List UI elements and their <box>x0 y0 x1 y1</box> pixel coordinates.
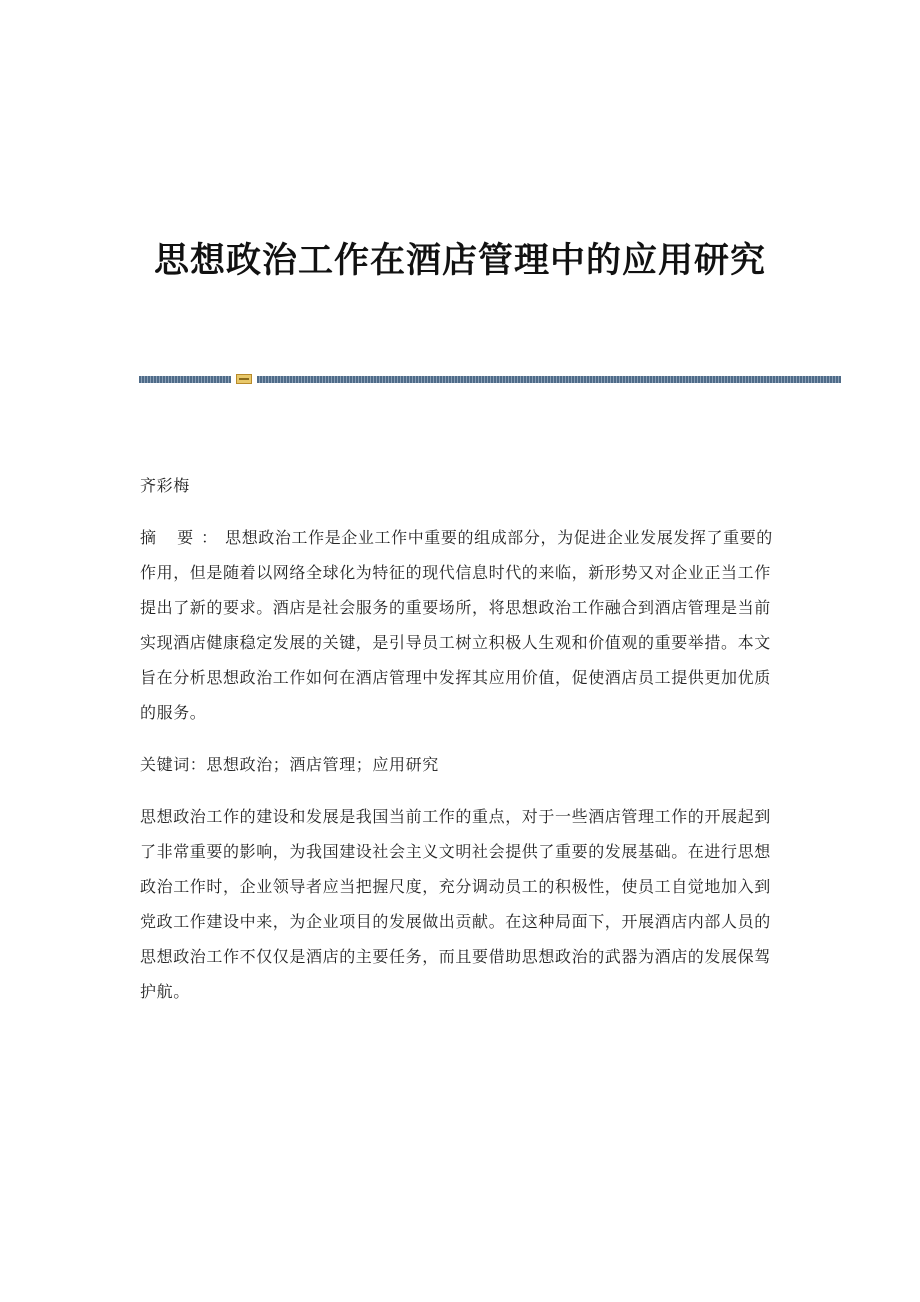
keywords-label: 关键词： <box>140 755 207 774</box>
abstract-paragraph <box>140 520 780 730</box>
divider-ornament-icon <box>236 374 252 384</box>
body-paragraph: 思想政治工作的建设和发展是我国当前工作的重点，对于一些酒店管理工作的开展起到了非常重要的影响，为我国建设社会主义文明社会提供了重要的发展基础。在进行思想政治工作时，企业领导者应当把握尺度，充分调动员工的积极性，使员工自觉地加入到党政工作建设中来，为企业项目的发展做出贡献。在这种局面下，开展酒店内部人员的思想政治工作不仅仅是酒店的主要任务，而且要借助思想政治的武器为酒店的发展保驾护航。 <box>140 807 771 1001</box>
author-name: 齐彩梅 <box>140 476 190 495</box>
divider-bar-right <box>257 376 841 383</box>
abstract-label: 摘 要： <box>140 528 226 547</box>
keywords-text: 思想政治；酒店管理；应用研究 <box>206 755 439 774</box>
keywords-paragraph <box>140 747 780 782</box>
document-title: 思想政治工作在酒店管理中的应用研究 <box>153 240 766 282</box>
abstract-text: 思想政治工作是企业工作中重要的组成部分，为促进企业发展发挥了重要的作用，但是随着以网络全球化为特征的现代信息时代的来临，新形势又对企业正当工作提出了新的要求。酒店是社会服务的重要场所，将思想政治工作融合到酒店管理是当前实现酒店健康稳定发展的关键，是引导员工树立积极人生观和价值观的重要举措。本文旨在分析思想政治工作如何在酒店管理中发挥其应用价值，促使酒店员工提供更加优质的服务。 <box>140 528 773 722</box>
document-body <box>140 468 780 1009</box>
title-divider <box>139 374 841 384</box>
divider-bar-left <box>139 376 231 383</box>
